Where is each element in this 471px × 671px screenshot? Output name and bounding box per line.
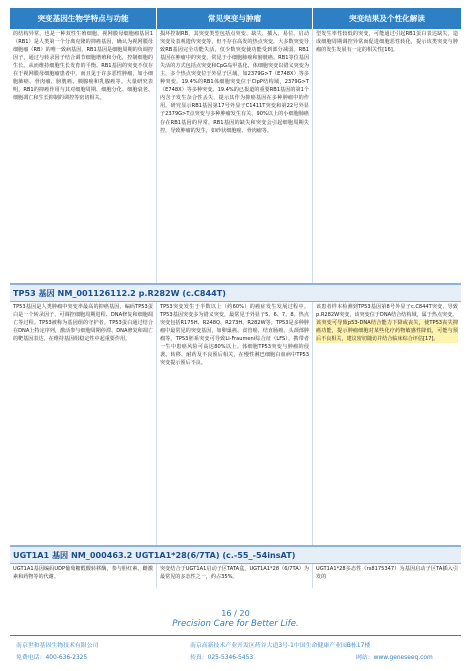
header-mutation-tumor: 常见突变与肿瘤 [157, 8, 313, 29]
tp53-biology-text: TP53基因是人类肿瘤中突变率最高的抑癌基因，编码TP53蛋白是一个转录因子，可调控细胞周期进程、DNA修复和细胞凋亡等过程。TP53被称为基因组的守护者。TP53蛋白通过结合在DNA上特定序列，激活参与细胞周期停滞、DNA修复和凋亡的靶基因表达，在维持基因组稳定性中起重要作用。 [10, 302, 157, 545]
header-biology: 突变基因生物学特点与功能 [10, 8, 157, 29]
tp53-interpretation [313, 302, 461, 545]
ugt1a1-interpretation-text: UGT1A1*28多态性（rs8175347）为基因启动子区TA插入引发的 [316, 566, 458, 581]
rb1-mutation-text: 损坏控制RB，其突变类型包括点突变、缺失、插入、易位、启动突变及表观遗传突变等，但不存在高发的热点突变。大多数突变导致RB基因完全功能失活，仅少数突变使功能受到部分减弱。RB1基因在肿瘤中的突变，常见于小细胞肺癌和膀胱癌。RB1等位基因失活的方式包括点突变和CpG岛甲基化，体细胞突变以错义突变为主，多个热点突变位于外显子区域，如2379G>T（E748X）等多种突变。19.4%的RB1体细胞突变位于ClpP结构域，2379G>T（E748X）等多种突变。19.4%的已报道的重要RB1基因的第1个内含子发生杂合性丢失，提示其作为抑癌基因在多种肿瘤中的作用。研究显示RB1基因第17号外显子C1411T突变和第22号外显子2379G>T点突变与多种肿瘤发生有关，90%以上的小细胞肺癌存在RB1基因的异常。RB1基因的缺失和突变会引起细胞周期失控，导致肿瘤的发生，如砂状细胞癌、骨肉瘤等。 [157, 29, 313, 283]
ugt1a1-biology-text: UGT1A1基因编码UDP葡萄糖醛酸转移酶，参与胆红素、雌激素和药物等的代谢。 [10, 564, 157, 588]
ugt1a1-mutation-text: 突变结合于UGT1A1启动子区TATA盒，UGT1A1*28（6/7TA）为最常见的多态性之一，约占35%。 [157, 564, 313, 588]
table-header [10, 8, 461, 29]
table-row-tp53 [10, 302, 461, 546]
header-interpretation: 突变结果及个性化解读 [313, 8, 461, 29]
company-name: 南京世和基因生物技术有限公司 [16, 643, 99, 649]
hotline: 免费电话：400-636-2325 [16, 655, 88, 661]
section-title-tp53: TP53 基因 NM_001126112.2 p.R282W (c.C844T) [10, 284, 461, 302]
fax: 传真：025-5346-5453 [190, 655, 254, 661]
report-page [10, 8, 461, 588]
table-row-rb1 [10, 29, 461, 284]
page-footer [0, 608, 471, 629]
section-title-ugt1a1: UGT1A1 基因 NM_000463.2 UGT1A1*28(6/7TA) (c.-55_-54insAT) [10, 546, 461, 564]
table-row-ugt1a1 [10, 564, 461, 588]
website-link[interactable]: 网站：www.geneseeq.com [356, 655, 433, 661]
rb1-biology-text: 的结构异常，也是一种双性生殖细胞、视网膜母细胞瘤基因1（RB1）是人类第一个分离克隆的抑癌基因，确认为视网膜母细胞瘤（RB）的唯一致病基因。RB1基因是细胞周期的负调控因子，通过与转录因子结合调节细胞增殖和分化，控制细胞的生长。从而维持细胞生长发育的平衡。RB1基因的突变不仅存在于视网膜母细胞瘤患者中，而且见于许多恶性肿瘤，如小细胞肺癌、骨肉瘤、膀胱癌、胰腺癌和乳腺癌等。大量研究表明，RB1的抑癌作用与其对细胞周期、细胞分化、细胞衰老、细胞凋亡和生长抑制的调控等密切相关。 [10, 29, 157, 283]
footer-divider [10, 635, 461, 636]
tp53-interpretation-text-b: 该突变可导致p53-DNA结合能力下降或丧失，使TP53丧失抑癌功能，提示肿瘤细胞对某些化疗药物敏感性降低，可能与预后不良相关，建议密切随访并结合临床综合评估[17]。 [316, 320, 458, 343]
tp53-mutation-text: TP53突变发生于半数以上（约60%）的癌症发生发展过程中。TP53基因突变多为错义突变，最常见于外显子5、6、7、8。热点突变包括R175H、R248Q、R273H、R282W等。TP53是多种肿瘤中最常见的突变基因，如卵巢癌、食管癌、结直肠癌、头颈部肿瘤等。TP53胚系突变可导致Li-Fraumeni综合征（LFS），携带者一生中患癌风险可高达80%以上。体细胞TP53突变与肿瘤的侵袭、转移、耐药及不良预后相关，在慢性淋巴细胞白血病中TP53突变提示预后不良。 [157, 302, 313, 545]
tp53-interpretation-text-a: 该患者样本检测到TP53基因第8号外显子c.C844T突变，导致p.R282W突变，该突变位于DNA结合结构域，属于热点突变。 [316, 304, 458, 319]
page-number: 16 / 20 [221, 608, 250, 618]
company-address: 南京高新技术产业开发区药谷大道3号-1中国生命健康产业园B栋17楼 [190, 643, 371, 649]
rb1-interpretation-text: 型发生率性较低的突变，可能通过引起RB1蛋白表达缺失，造成细胞周期调控异常而促进细胞恶性转化，提示该类突变与肿瘤的发生发展有一定的相关性[16]。 [316, 31, 458, 54]
slogan: Precision Care for Better Life. [172, 619, 299, 629]
